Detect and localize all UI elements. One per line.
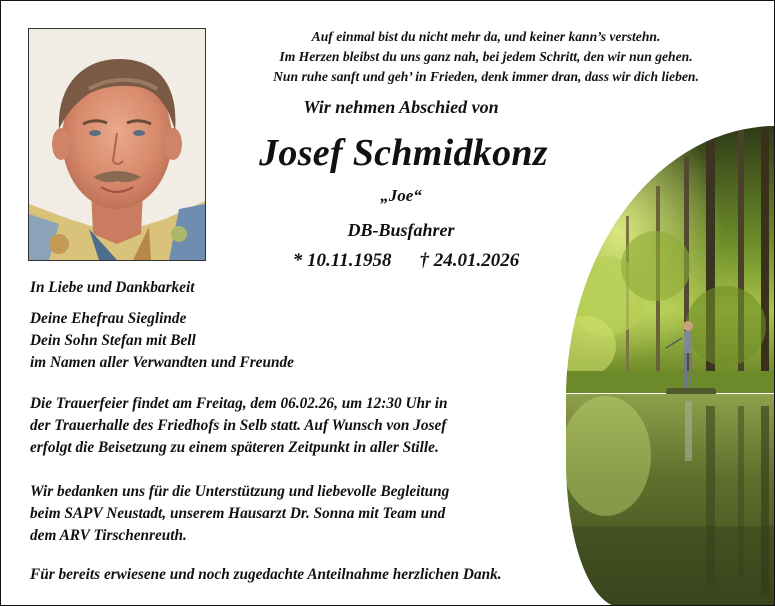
occupation: DB-Busfahrer bbox=[347, 220, 455, 240]
family-line: im Namen aller Verwandten und Freunde bbox=[30, 354, 294, 371]
ceremony-line: der Trauerhalle des Friedhofs in Selb statt. Auf Wunsch von Josef bbox=[30, 417, 447, 434]
ceremony-line: erfolgt die Beisetzung zu einem späteren Zeitpunkt in aller Stille. bbox=[30, 439, 439, 456]
death-date: † 24.01.2026 bbox=[419, 250, 520, 271]
poem-line: Im Herzen bleibst du uns ganz nah, bei jedem Schritt, den wir nun gehen. bbox=[279, 49, 693, 64]
nickname: „Joe“ bbox=[380, 186, 422, 205]
love-line: In Liebe und Dankbarkeit bbox=[30, 279, 195, 296]
family-list bbox=[30, 308, 294, 374]
farewell-heading: Wir nehmen Abschied von bbox=[303, 97, 499, 117]
closing-line: Für bereits erwiesene und noch zugedachte Anteilnahme herzlichen Dank. bbox=[30, 566, 502, 583]
poem bbox=[226, 27, 746, 87]
thanks-paragraph bbox=[30, 481, 449, 547]
family-line: Deine Ehefrau Sieglinde bbox=[30, 310, 187, 327]
ceremony-info bbox=[30, 393, 448, 459]
poem-line: Nun ruhe sanft und geh’ in Frieden, denk immer dran, dass wir dich lieben. bbox=[273, 69, 699, 84]
birth-date: * 10.11.1958 bbox=[292, 250, 392, 271]
thanks-line: Wir bedanken uns für die Unterstützung und liebevolle Begleitung bbox=[30, 483, 450, 500]
poem-line: Auf einmal bist du nicht mehr da, und keiner kann’s verstehn. bbox=[311, 29, 661, 44]
family-line: Dein Sohn Stefan mit Bell bbox=[30, 332, 196, 349]
thanks-line: beim SAPV Neustadt, unserem Hausarzt Dr. Sonna mit Team und bbox=[30, 505, 446, 522]
life-dates bbox=[251, 250, 561, 272]
deceased-name: Josef Schmidkonz bbox=[259, 132, 548, 174]
thanks-line: dem ARV Tirschenreuth. bbox=[30, 527, 187, 544]
portrait-photo bbox=[28, 28, 206, 261]
ceremony-line: Die Trauerfeier findet am Freitag, dem 06.02.26, um 12:30 Uhr in bbox=[30, 395, 448, 412]
lake-photo bbox=[566, 126, 775, 606]
